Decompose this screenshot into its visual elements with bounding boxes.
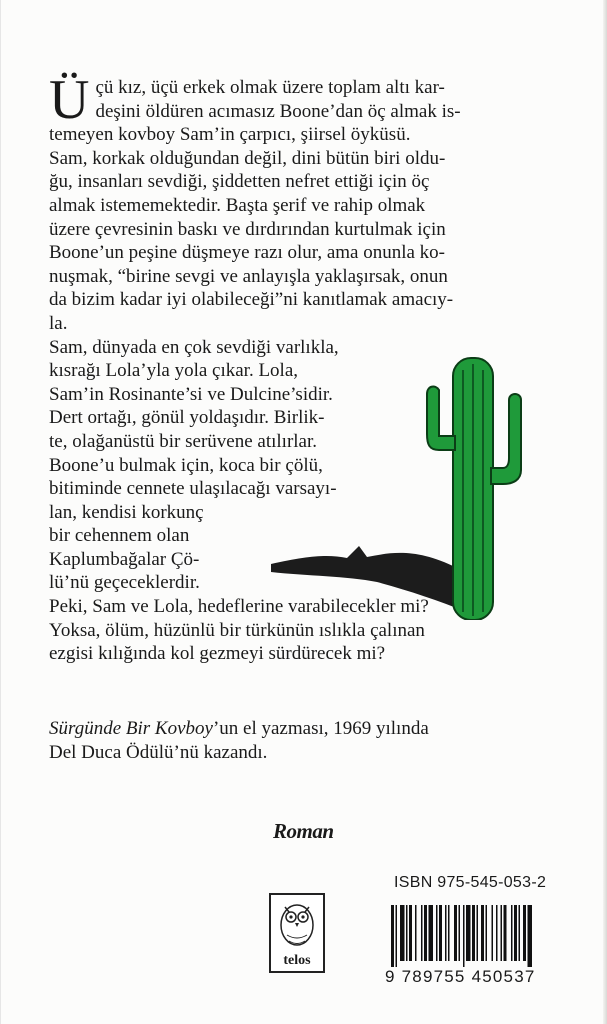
barcode-bar [486, 905, 488, 961]
barcode-bar [406, 905, 408, 961]
award-note-line-1 [49, 717, 429, 741]
barcode-bar [391, 905, 394, 967]
barcode-bar [477, 905, 479, 961]
barcode-bar [424, 905, 427, 961]
book-title: Sürgünde Bir Kovboy [49, 718, 213, 739]
award-note-line-2: Del Duca Ödülü’nü kazandı. [49, 742, 268, 763]
barcode-bar [463, 905, 465, 967]
drop-cap: Ü [49, 69, 90, 131]
barcode-bar [445, 905, 447, 961]
barcode-bar [429, 905, 434, 961]
blurb-line: bitiminde cennete ulaşılacağı varsayı- [49, 478, 337, 500]
barcode-bar [400, 905, 405, 961]
barcode-digit-group: 450537 [471, 967, 536, 986]
barcode-bar [511, 905, 513, 961]
barcode-bar [514, 905, 517, 961]
barcode-bars [385, 905, 575, 967]
blurb-line: lan, kendisi korkunç [49, 501, 204, 523]
barcode-digit-group: 9 [385, 967, 396, 986]
blurb-part-1 [49, 69, 569, 336]
blurb-line: Sam’in Rosinante’si ve Dulcine’sidir. [49, 383, 333, 405]
barcode-bar [472, 905, 475, 961]
barcode-bar [421, 905, 423, 961]
barcode-bar [415, 905, 417, 961]
barcode-bar [409, 905, 412, 961]
barcode-bar [466, 905, 471, 961]
blurb-line: Peki, Sam ve Lola, hedeflerine varabilecekler mi? [49, 596, 429, 618]
barcode-bar [448, 905, 450, 961]
barcode-bar [501, 905, 503, 961]
blurb-line: temeyen kovboy Sam’in çarpıcı, şiirsel öyküsü. [49, 124, 411, 146]
blurb-line: Kaplumbağalar Çö- [49, 548, 200, 570]
isbn-label: ISBN 975-545-053-2 [394, 874, 547, 891]
blurb-line: deşini öldüren acımasız Boone’dan öç almak is- [95, 100, 461, 122]
publisher-logo [269, 893, 325, 973]
cactus-right-arm [491, 394, 521, 484]
barcode-bar [396, 905, 398, 967]
barcode-bar [439, 905, 442, 961]
publisher-name: telos [283, 953, 311, 968]
blurb-line: la. [49, 312, 68, 334]
genre-label: Roman [273, 819, 334, 843]
barcode-bar [519, 905, 521, 961]
blurb-line: Boone’un peşine düşmeye razı olur, ama onunla ko- [49, 242, 446, 264]
barcode-bar [492, 905, 494, 961]
blurb-line: ğu, insanları sevdiği, şiddetten nefret ettiği için öç [49, 171, 430, 193]
blurb-line: Boone’u bulmak için, koca bir çölü, [49, 454, 323, 476]
cover-edge [603, 0, 607, 1024]
blurb-line: almak istememektedir. Başta şerif ve rahip olmak [49, 194, 426, 216]
blurb-line: ezgisi kılığında kol gezmeyi sürdürecek mi? [49, 643, 386, 665]
barcode-bar [504, 905, 507, 961]
barcode-digit-group: 789755 [401, 967, 466, 986]
barcode-digits [385, 967, 575, 987]
barcode-bar [454, 905, 457, 961]
blurb-line: üzere çevresinin baskı ve dırdırından kurtulmak için [49, 218, 446, 240]
blurb-line: te, olağanüstü bir serüvene atılırlar. [49, 430, 318, 452]
barcode [385, 905, 575, 987]
blurb-line: lü’nü geçeceklerdir. [49, 572, 200, 594]
owl-icon [271, 895, 323, 953]
award-note-text: ’un el yazması, 1969 yılında [212, 718, 429, 739]
blurb-line: Sam, dünyada en çok sevdiği varlıkla, [49, 336, 339, 358]
barcode-bar [459, 905, 461, 961]
blurb-line: Sam, korkak olduğundan değil, dini bütün biri oldu- [49, 147, 446, 169]
blurb-line: Yoksa, ölüm, hüzünlü bir türkünün ıslıkla çalınan [49, 619, 425, 641]
cactus-shadow [271, 546, 467, 612]
barcode-bar [496, 905, 498, 961]
blurb-line: çü kız, üçü erkek olmak üzere toplam altı kar- [95, 77, 445, 98]
blurb-line: nuşmak, “birine sevgi ve anlayışla yaklaşırsak, onun [49, 265, 448, 287]
barcode-bar [528, 905, 533, 967]
blurb-line: da bizim kadar iyi olabileceği”ni kanıtlamak amacıy- [49, 289, 454, 311]
cactus-illustration [267, 350, 527, 620]
blurb-line: bir cehennem olan [49, 525, 190, 547]
blurb-line: Dert ortağı, gönül yoldaşıdır. Birlik- [49, 407, 325, 429]
award-note [49, 717, 429, 765]
barcode-bar [436, 905, 438, 961]
barcode-bar [481, 905, 484, 961]
barcode-bar [523, 905, 526, 961]
cactus-left-arm [427, 387, 455, 450]
blurb-line: kısrağı Lola’yla yola çıkar. Lola, [49, 360, 299, 382]
